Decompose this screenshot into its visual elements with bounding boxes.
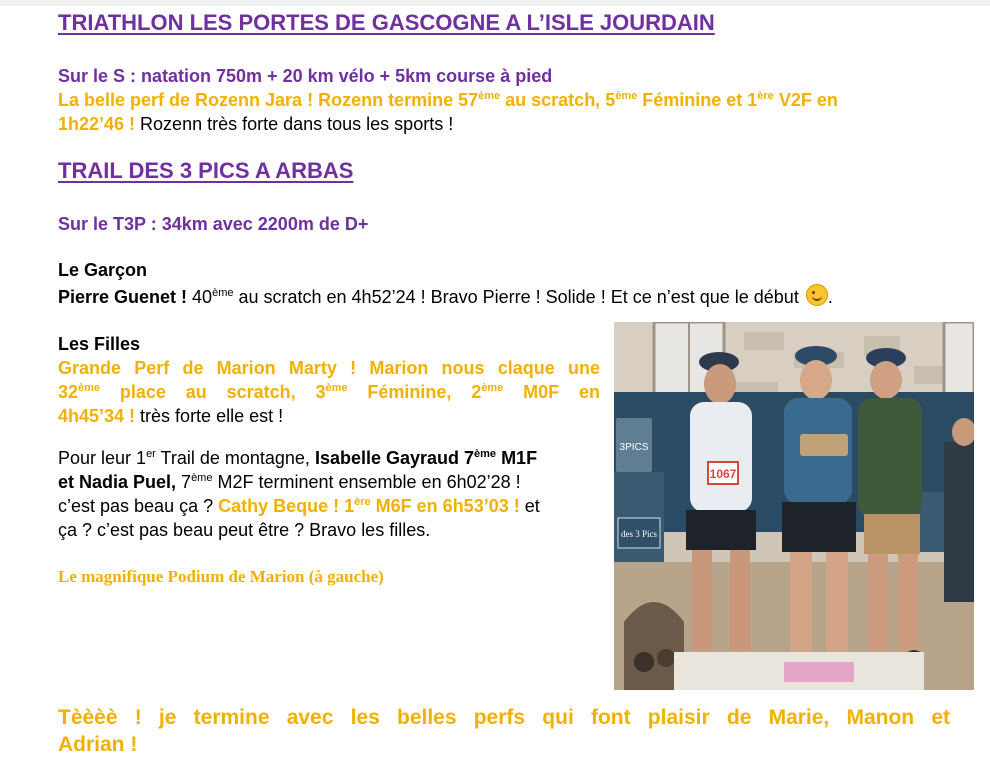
line: ça ? c’est pas beau peut être ? Bravo les filles.: [58, 520, 431, 540]
text: 40: [187, 287, 213, 307]
sup: ère: [354, 496, 371, 508]
sup: ème: [478, 90, 501, 102]
text: .: [827, 287, 833, 307]
name: et Nadia Puel,: [58, 472, 177, 492]
text: place au scratch, 3: [100, 382, 326, 402]
photo-caption: Le magnifique Podium de Marion (à gauche): [58, 567, 384, 586]
flag-text: 3PICS: [619, 442, 649, 453]
time: 4h45’34 !: [58, 406, 141, 426]
line: Adrian !: [58, 733, 138, 756]
boy-result: [58, 284, 833, 309]
girls-heading: Les Filles: [58, 334, 141, 354]
text: M0F en: [503, 382, 601, 402]
podium-photo: [614, 322, 974, 690]
text: Féminine et 1: [637, 90, 758, 110]
text: Féminine, 2: [347, 382, 482, 402]
sup: er: [146, 448, 156, 460]
text: très forte elle est !: [140, 406, 284, 426]
text: au scratch en 4h52’24 ! Bravo Pierre ! Solide ! Et ce n’est que le début: [233, 287, 799, 307]
line: [58, 470, 600, 494]
triathlon-heading: TRIATHLON LES PORTES DE GASCOGNE A L’ISLE JOURDAIN: [58, 10, 715, 35]
top-edge: [0, 0, 990, 6]
line: Tèèèè ! je termine avec les belles perfs qui font plaisir de Marie, Manon et: [58, 706, 950, 729]
text: 7: [176, 472, 192, 492]
trail-heading: TRAIL DES 3 PICS A ARBAS: [58, 158, 354, 183]
text: V2F en: [773, 90, 838, 110]
girls-paragraph: [58, 356, 600, 428]
line: [58, 380, 600, 404]
text: Pour leur 1: [58, 448, 147, 468]
text: c’est pas beau ça ?: [58, 496, 219, 516]
time: M6F en 6h53’03 !: [370, 496, 520, 516]
sup: ème: [481, 382, 504, 394]
boy-heading: Le Garçon: [58, 260, 148, 280]
sup: ème: [474, 448, 497, 460]
triathlon-result-line1: [58, 88, 838, 112]
line: [58, 446, 600, 470]
line: Grande Perf de Marion Marty ! Marion nous claque une: [58, 358, 600, 378]
text: Rozenn très forte dans tous les sports !: [140, 114, 454, 134]
time: 1h22’46 !: [58, 114, 141, 134]
sup: ème: [191, 472, 213, 484]
text: La belle perf de Rozenn Jara ! Rozenn termine 57: [58, 90, 479, 110]
triathlon-event: Sur le S : natation 750m + 20 km vélo + 5km course à pied: [58, 66, 553, 86]
text: au scratch, 5: [500, 90, 616, 110]
trail-event: Sur le T3P : 34km avec 2200m de D+: [58, 214, 369, 234]
sup: ème: [78, 382, 101, 394]
text: et: [519, 496, 540, 516]
text: M1F: [496, 448, 538, 468]
first-trail-paragraph: [58, 446, 600, 542]
podium-photo-illustration: [614, 322, 974, 690]
sup: ème: [615, 90, 638, 102]
line: [58, 494, 600, 518]
sup: ème: [325, 382, 348, 394]
name: Isabelle Gayraud 7: [314, 448, 475, 468]
banner-text: des 3 Pics: [621, 529, 657, 539]
name: Cathy Beque ! 1: [218, 496, 355, 516]
winking-smiley-icon: [806, 284, 828, 306]
line: [58, 404, 600, 428]
bib-number: 1067: [709, 467, 737, 481]
closing-paragraph: [58, 704, 950, 758]
text: 32: [58, 382, 79, 402]
text: Trail de montagne,: [155, 448, 315, 468]
sup: ère: [757, 90, 774, 102]
triathlon-result-line2: [58, 112, 453, 136]
text: M2F terminent ensemble en 6h02’28 !: [212, 472, 521, 492]
sup: ème: [212, 287, 234, 299]
name: Pierre Guenet !: [58, 287, 188, 307]
